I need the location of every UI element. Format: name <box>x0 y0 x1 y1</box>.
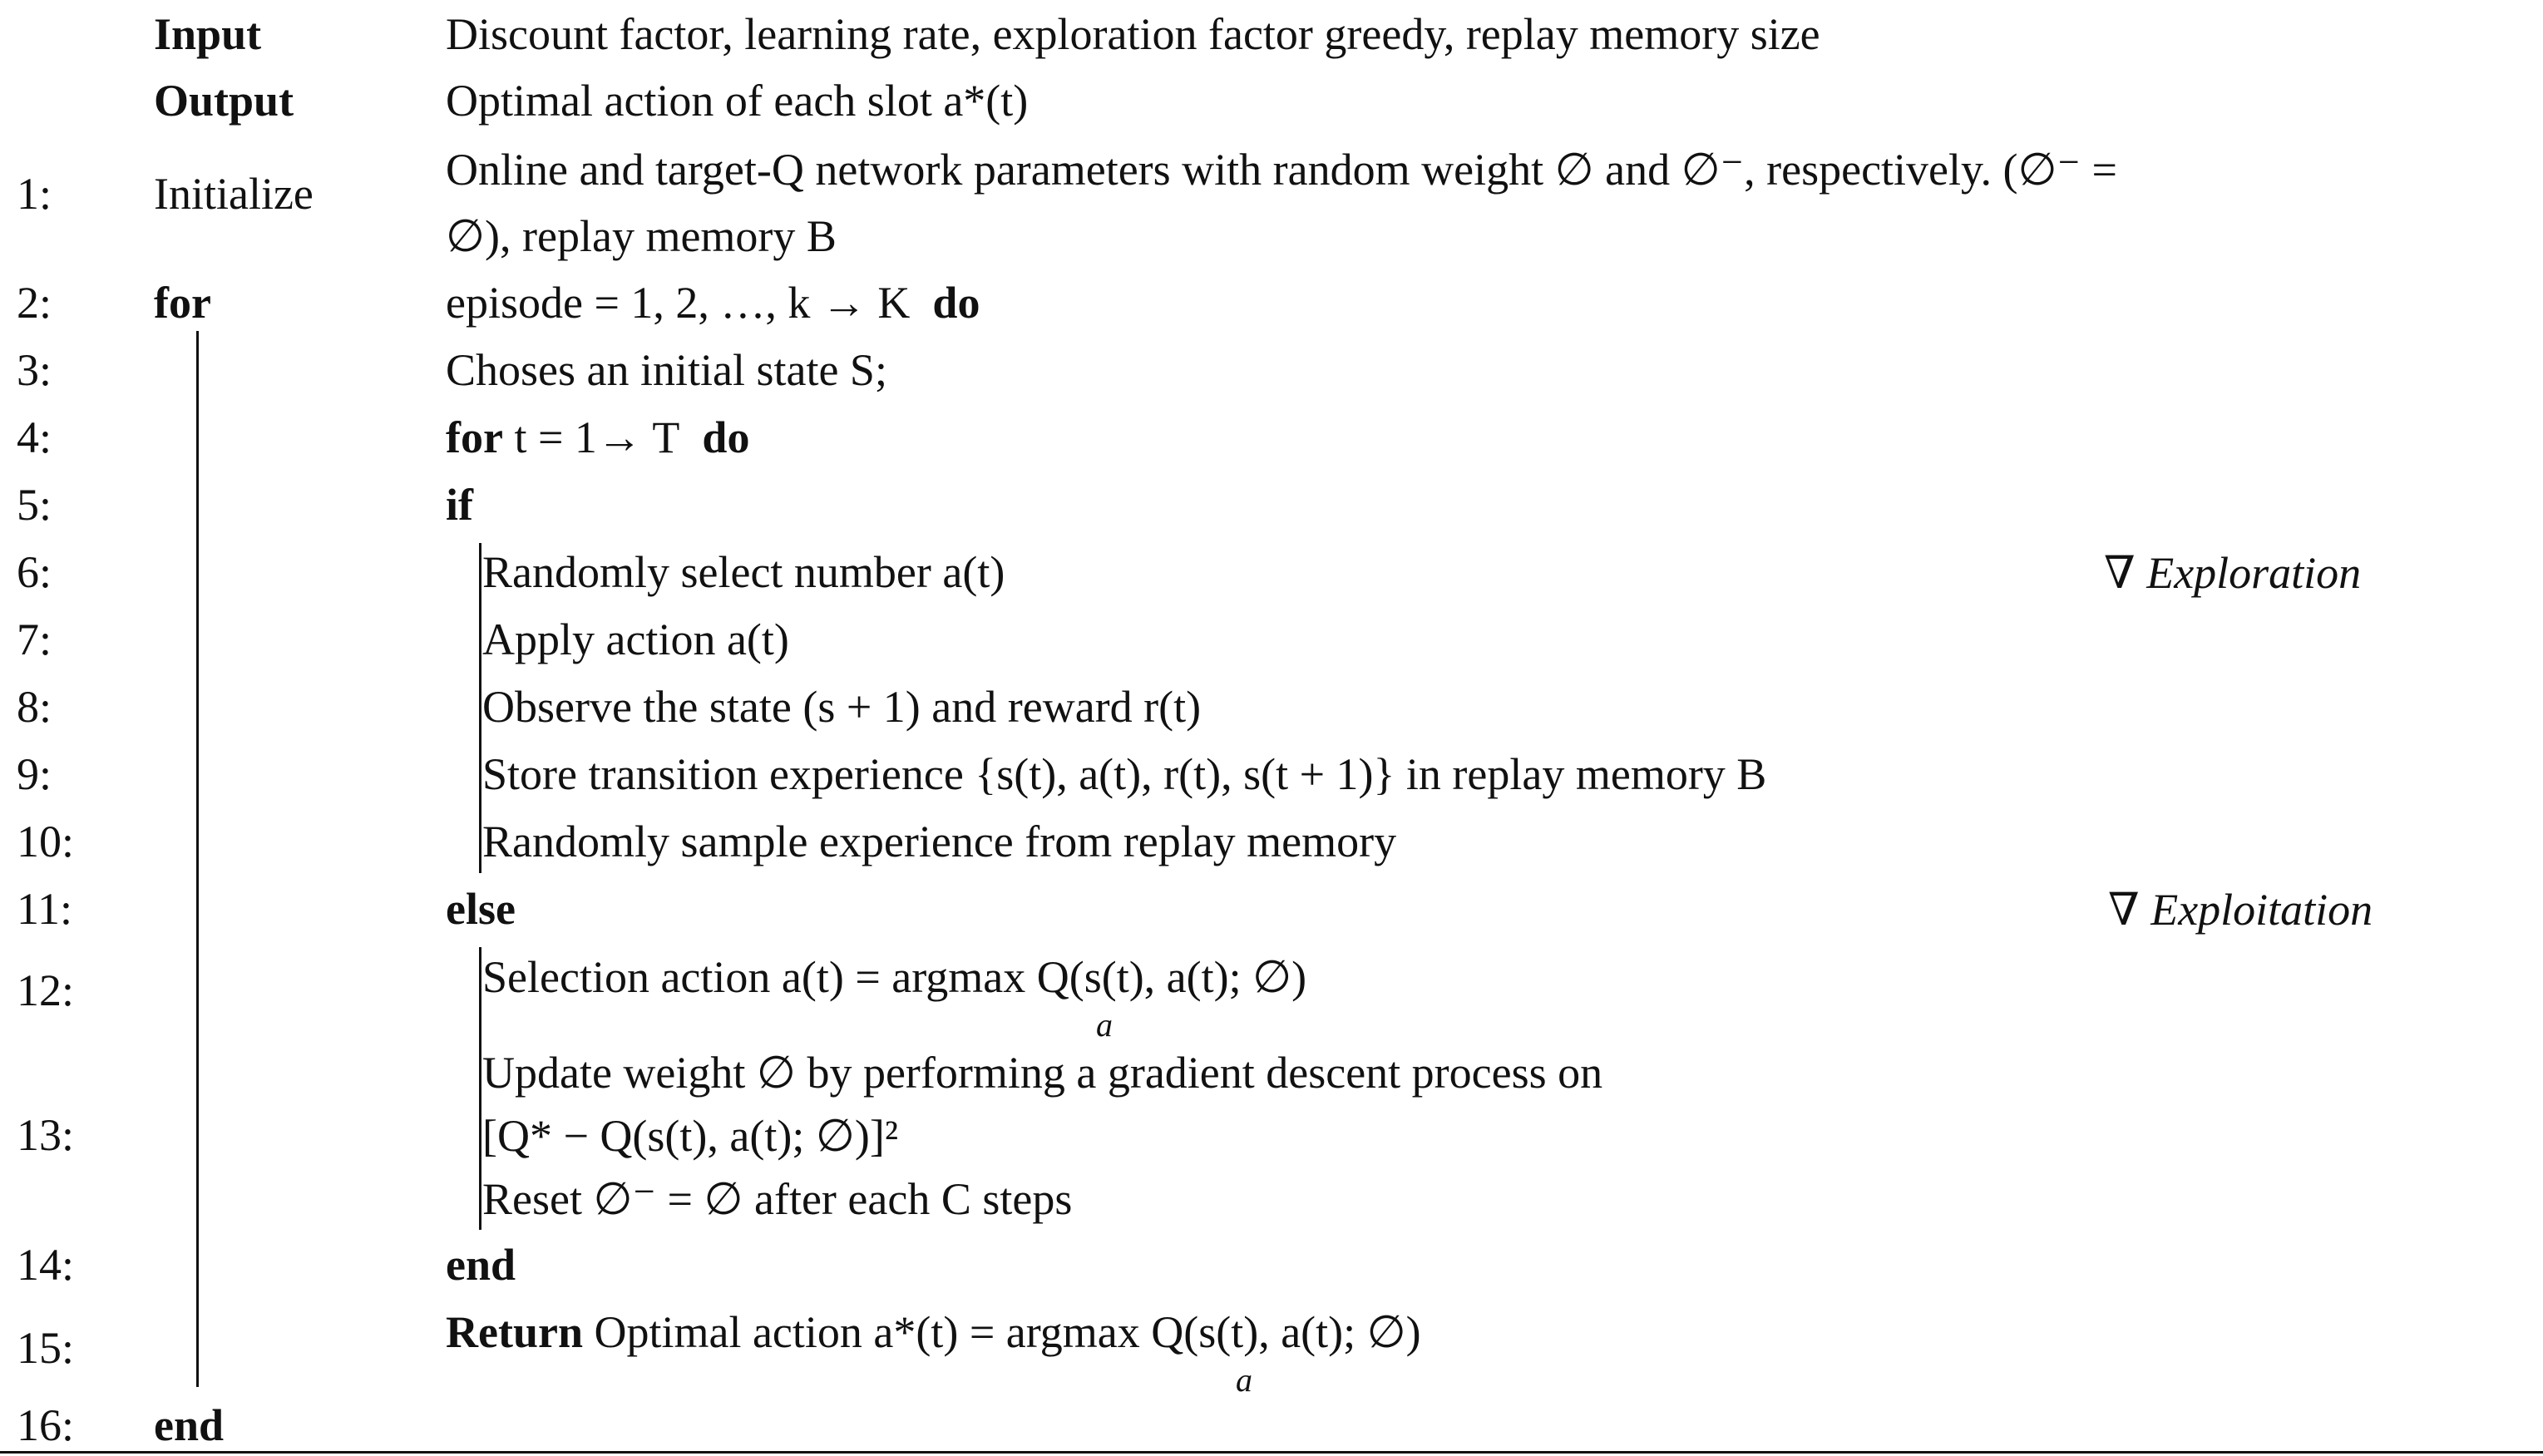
line-number: 14: <box>17 1240 75 1290</box>
line-text: Apply action a(t) <box>482 614 789 664</box>
line-keyword: else <box>446 884 516 934</box>
line-keyword-for: for <box>446 412 503 462</box>
input-text: Discount factor, learning rate, exploration factor greedy, replay memory size <box>446 9 1820 59</box>
line-text: Choses an initial state S; <box>446 345 887 395</box>
line-keyword-do: do <box>932 278 980 328</box>
line-text: Store transition experience {s(t), a(t), r(t), s(t + 1)} in replay memory B <box>482 749 1767 799</box>
line-text: Online and target-Q network parameters with random weight ∅ and ∅⁻, respectively. (∅⁻ = <box>446 145 2117 195</box>
line-number: 7: <box>17 614 52 664</box>
line-text-continued: [Q* − Q(s(t), a(t); ∅)]² <box>482 1111 899 1161</box>
line-keyword: Initialize <box>154 169 314 219</box>
argmax-subscript: a <box>1096 1006 1113 1044</box>
else-block-line <box>479 947 481 1230</box>
line-text-reset: Reset ∅⁻ = ∅ after each C steps <box>482 1174 1073 1224</box>
line-keyword: for <box>154 278 211 328</box>
line-text-continued: ∅), replay memory B <box>446 211 837 261</box>
line-keyword-do: do <box>702 412 750 462</box>
line-keyword: end <box>154 1400 225 1450</box>
line-text: episode = 1, 2, …, k → K do <box>446 278 980 328</box>
line-number: 11: <box>17 884 72 934</box>
line-text: Observe the state (s + 1) and reward r(t) <box>482 682 1202 732</box>
line-number: 16: <box>17 1400 75 1450</box>
output-text: Optimal action of each slot a*(t) <box>446 76 1029 126</box>
line-number: 8: <box>17 682 52 732</box>
line-keyword-return: Return <box>446 1307 583 1357</box>
line-number: 4: <box>17 412 52 462</box>
line-number: 1: <box>17 169 52 219</box>
for-block-line <box>196 331 199 1387</box>
line-number: 2: <box>17 278 52 328</box>
line-number: 15: <box>17 1323 75 1373</box>
line-number: 13: <box>17 1110 75 1160</box>
bottom-rule <box>0 1451 2543 1454</box>
line-number: 3: <box>17 345 52 395</box>
line-text: Selection action a(t) = argmax Q(s(t), a(t); ∅) <box>482 952 1307 1002</box>
line-text: Update weight ∅ by performing a gradient descent process on <box>482 1048 1603 1098</box>
line-number: 9: <box>17 749 52 799</box>
line-text: Return Optimal action a*(t) = argmax Q(s(t), a(t); ∅) <box>446 1307 1421 1357</box>
line-text: for t = 1→ T do <box>446 412 750 462</box>
argmax-subscript: a <box>1236 1361 1252 1399</box>
line-number: 5: <box>17 480 52 530</box>
line-text: Randomly select number a(t) <box>482 547 1005 597</box>
output-label: Output <box>154 76 294 126</box>
line-number: 6: <box>17 547 52 597</box>
input-label: Input <box>154 9 262 59</box>
line-keyword: if <box>446 480 473 530</box>
comment-exploration: ∇ Exploration <box>2104 548 2362 598</box>
line-text: Randomly sample experience from replay memory <box>482 817 1397 866</box>
comment-exploitation: ∇ Exploitation <box>2108 885 2373 935</box>
line-keyword: end <box>446 1240 516 1290</box>
line-number: 12: <box>17 965 75 1015</box>
line-number: 10: <box>17 817 75 866</box>
if-block-line <box>479 543 481 873</box>
